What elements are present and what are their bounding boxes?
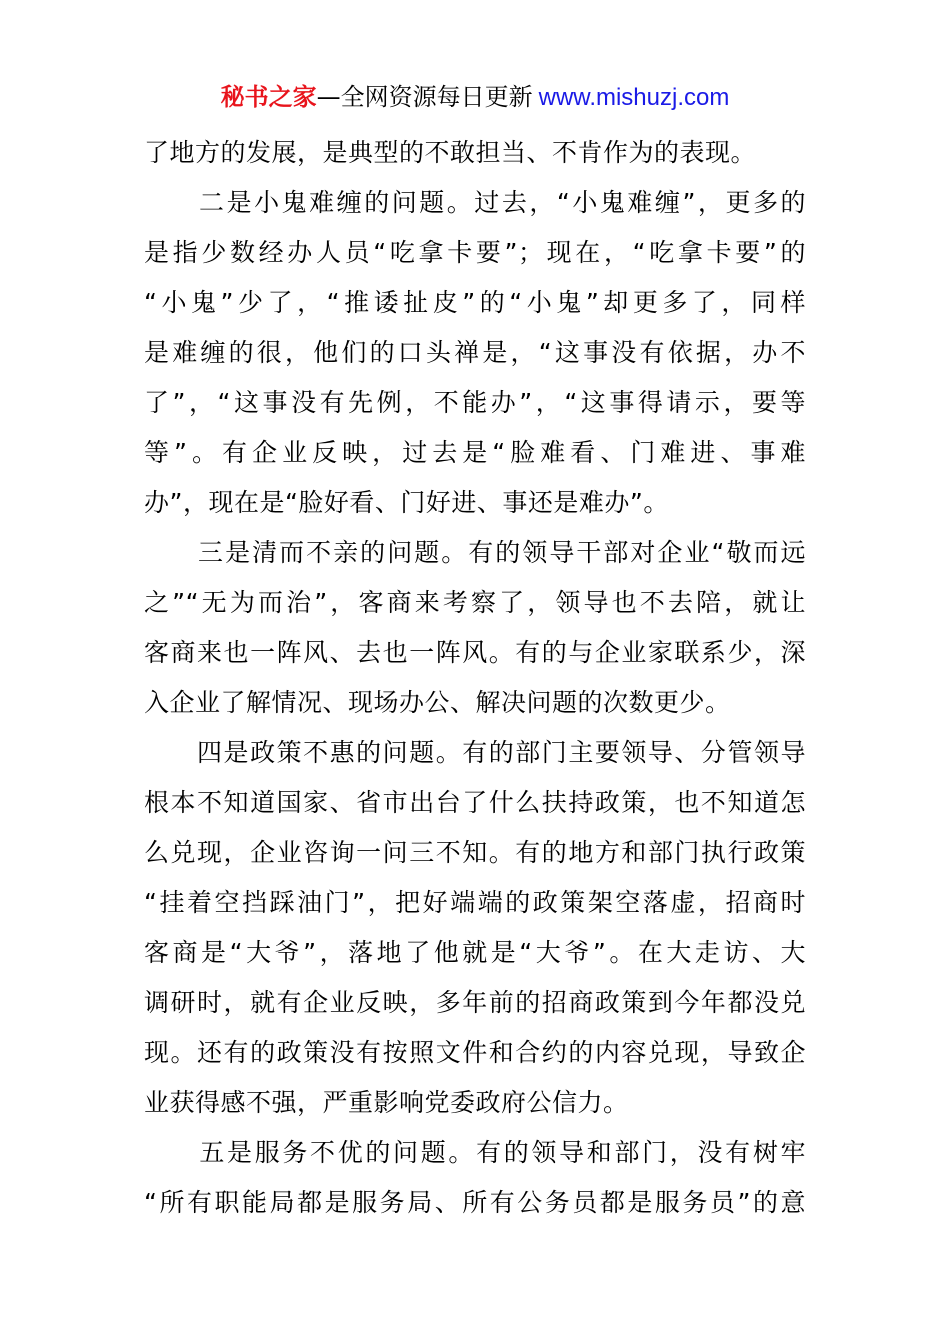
text-line: 办”，现在是“脸好看、门好进、事还是难办”。	[144, 488, 669, 517]
text-line: 五是服务不优的问题。有的领导和部门，没有树牢	[144, 1138, 806, 1167]
text-line: 是难缠的很，他们的口头禅是，“这事没有依据，办不	[144, 338, 806, 367]
text-line: 调研时，就有企业反映，多年前的招商政策到今年都没兑	[144, 988, 806, 1017]
header-tagline: —全网资源每日更新	[316, 83, 533, 111]
text-line: 了”，“这事没有先例，不能办”，“这事得请示，要等	[144, 388, 806, 417]
text-line: 等”。有企业反映，过去是“脸难看、门难进、事难	[144, 438, 806, 467]
text-line: 业获得感不强，严重影响党委政府公信力。	[144, 1088, 629, 1117]
site-url-link[interactable]: www.mishuzj.com	[538, 84, 730, 111]
text-line: 了地方的发展，是典型的不敢担当、不肯作为的表现。	[144, 138, 757, 167]
brand-name: 秘书之家	[220, 83, 317, 111]
text-line: 之”“无为而治”，客商来考察了，领导也不去陪，就让	[144, 588, 806, 617]
text-line: “小鬼”少了，“推诿扯皮”的“小鬼”却更多了，同样	[144, 288, 806, 317]
text-line: 客商是“大爷”，落地了他就是“大爷”。在大走访、大	[144, 938, 806, 967]
text-line: 么兑现，企业咨询一问三不知。有的地方和部门执行政策	[144, 838, 806, 867]
text-line: “挂着空挡踩油门”，把好端端的政策架空落虚，招商时	[144, 888, 806, 917]
text-line: 三是清而不亲的问题。有的领导干部对企业“敬而远	[144, 538, 806, 567]
site-header	[0, 80, 950, 115]
text-line: 入企业了解情况、现场办公、解决问题的次数更少。	[144, 688, 731, 717]
text-line: “所有职能局都是服务局、所有公务员都是服务员”的意	[144, 1188, 806, 1217]
text-line: 现。还有的政策没有按照文件和合约的内容兑现，导致企	[144, 1038, 806, 1067]
text-line: 是指少数经办人员“吃拿卡要”；现在，“吃拿卡要”的	[144, 238, 806, 267]
text-line: 客商来也一阵风、去也一阵风。有的与企业家联系少，深	[144, 638, 806, 667]
text-line: 根本不知道国家、省市出台了什么扶持政策，也不知道怎	[144, 788, 806, 817]
document-body	[144, 128, 806, 1228]
text-line: 二是小鬼难缠的问题。过去，“小鬼难缠”，更多的	[144, 188, 806, 217]
text-line: 四是政策不惠的问题。有的部门主要领导、分管领导	[144, 738, 806, 767]
